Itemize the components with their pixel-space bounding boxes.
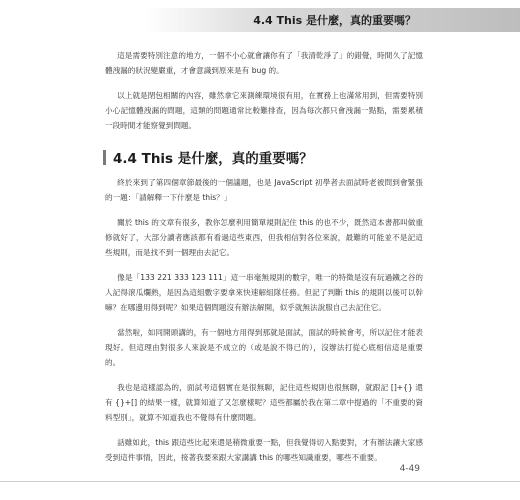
running-header-title: 4.4 This 是什麼，真的重要嗎？ <box>253 14 416 27</box>
paragraph: 終於來到了第四個章節最後的一個議題，也是 JavaScript 初學者去面試時老被問到會緊張的一題：「請解釋一下什麼是 this？」 <box>105 178 423 202</box>
section-marker <box>103 150 106 165</box>
page-body <box>105 48 423 475</box>
footer-rule <box>0 481 520 482</box>
paragraph: 話雖如此，this 跟這些比起來還是稍微重要一點，但我覺得切入點要對，才有辦法讓大家感受到這件事情，因此，接著我要來跟大家講講 this 的哪些知識重要，哪些不重要。 <box>105 438 423 462</box>
paragraph: 當然啦，如同開頭講的，有一個地方用得到那就是面試，面試的時候會考，所以記住才能表現好。但這理由對很多人來說是不成立的（或是說不得已的），沒辦法打從心底相信這是重要的。 <box>105 328 423 367</box>
section-title: 4.4 This 是什麼，真的重要嗎？ <box>113 151 313 167</box>
page-number: 4-49 <box>399 464 420 474</box>
paragraph: 我也是這樣認為的，面試考這個實在是很無聊，記住這些規則也很無聊，就跟記 []+{} 還有 {}+[] 的結果一樣，就算知道了又怎麼樣呢？這些都屬於我在第二章中提過的「不重要的資料型別」，就算不知道我也不覺得有什麼問題。 <box>105 383 423 422</box>
paragraph: 以上就是閉包相關的內容，雖然拿它來測練環境很有用，在實務上也滿常用到，但需要特別小心記憶體洩漏的問題，這類的問題通常比較難排查，因為每次都只會洩漏一點點，需要累積一段時間才能察覺到問題。 <box>105 91 423 130</box>
paragraph: 像是「133 221 333 123 111」這一串毫無規則的數字，唯一的特徵是沒有玩過鐵之谷的人記得滾瓜爛熟，是因為這組數字要拿來快速解組隊任務。但記了判斷 this 的規則以後可以幹嘛？在哪邊用得到呢？如果這個問題沒有辦法解開，似乎就無法說服自己去記住它。 <box>105 273 423 312</box>
paragraph: 這是需要特別注意的地方，一個不小心就會讓你有了「我清乾淨了」的錯覺，時間久了記憶體洩漏的狀況變嚴重，才會意識到原來是有 bug 的。 <box>105 51 423 75</box>
section-heading <box>103 147 423 167</box>
paragraph: 關於 this 的文章有很多，教你怎麼利用簡單規則記住 this 的也不少，既然這本書都叫做重修就好了，大部分讀者應該都有看過這些東西，但我相信對各位來說，最難的可能並不是記這些規則，而是找不到一個理由去記它。 <box>105 218 423 257</box>
